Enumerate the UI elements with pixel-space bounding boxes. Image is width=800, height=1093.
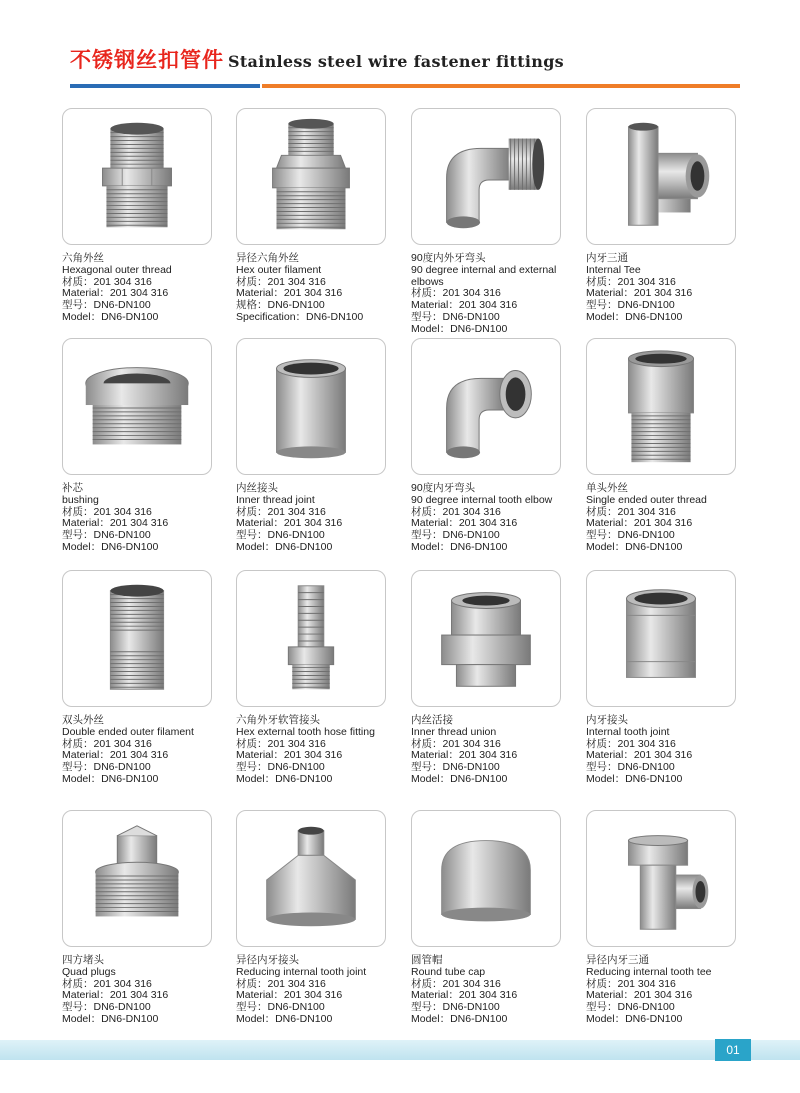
product-info (586, 253, 756, 324)
product-info-line: Model：DN6-DN100 (586, 772, 683, 785)
product-info-line: Material：201 304 316 (411, 517, 518, 530)
product-info-line: Model：DN6-DN100 (62, 772, 159, 785)
product-info-line: Model：DN6-DN100 (62, 310, 159, 323)
product-info-line: Material：201 304 316 (586, 287, 693, 300)
product-info-line: 型号：DN6-DN100 (586, 299, 675, 312)
product-info-line: 材质：201 304 316 (62, 275, 152, 288)
page-header (70, 40, 740, 92)
reducing-coupling-icon (237, 811, 385, 946)
product-info-line: 材质：201 304 316 (236, 275, 326, 288)
hex-nipple-icon (63, 109, 211, 244)
product-info-line: 型号：DN6-DN100 (586, 529, 675, 542)
product-info (62, 955, 232, 1026)
product-info-line: Material：201 304 316 (62, 287, 169, 300)
title-chinese: 不锈钢丝扣管件 (70, 48, 224, 72)
coupling-icon (587, 571, 735, 706)
product-info-line: Internal Tee (586, 263, 641, 276)
product-info-line: Model：DN6-DN100 (236, 1012, 333, 1025)
product-info-line: Material：201 304 316 (62, 989, 169, 1002)
product-info-line: 型号：DN6-DN100 (236, 1001, 325, 1014)
product-info-line: 型号：DN6-DN100 (411, 761, 500, 774)
product-info-line: Quad plugs (62, 965, 116, 978)
street-elbow-icon (412, 109, 560, 244)
product-info-line: Model：DN6-DN100 (411, 322, 508, 335)
product-info-line: 材质：201 304 316 (236, 737, 326, 750)
product-image-card (236, 338, 386, 475)
product-name-cn: 六角外丝 (62, 252, 104, 264)
product-name-cn: 六角外牙软管接头 (236, 714, 320, 726)
product-image-card (236, 108, 386, 245)
product-info-line: 型号：DN6-DN100 (411, 310, 500, 323)
product-info-line: Hex outer filament (236, 263, 322, 276)
product-image-card (586, 108, 736, 245)
product-name-cn: 异径六角外丝 (236, 252, 299, 264)
product-info-line: Model：DN6-DN100 (586, 540, 683, 553)
product-info-line: Material：201 304 316 (411, 299, 518, 312)
product-info-line: Material：201 304 316 (236, 749, 343, 762)
product-info-line: Model：DN6-DN100 (586, 310, 683, 323)
header-rule-orange (262, 84, 740, 88)
product-info-line: Single ended outer thread (586, 493, 707, 506)
product-info-line: Specification：DN6-DN100 (236, 310, 364, 323)
tee-icon (587, 109, 735, 244)
product-info-line: 型号：DN6-DN100 (62, 529, 151, 542)
product-name-cn: 异径内牙接头 (236, 954, 299, 966)
product-info-line: 材质：201 304 316 (411, 737, 501, 750)
product-info-line: Model：DN6-DN100 (586, 1012, 683, 1025)
product-info-line: Model：DN6-DN100 (411, 540, 508, 553)
product-info-line: Hex external tooth hose fitting (236, 725, 375, 738)
footer-band (0, 1040, 800, 1060)
product-image-card (236, 570, 386, 707)
product-info-line: Material：201 304 316 (62, 749, 169, 762)
square-plug-icon (63, 811, 211, 946)
reducing-hex-nipple-icon (237, 109, 385, 244)
product-info-line: 规格：DN6-DN100 (236, 299, 325, 312)
product-info-line: 材质：201 304 316 (411, 977, 501, 990)
product-info-line: 材质：201 304 316 (62, 505, 152, 518)
product-info-line: 型号：DN6-DN100 (236, 761, 325, 774)
socket-icon (237, 339, 385, 474)
product-info (236, 253, 406, 324)
product-info-line: 型号：DN6-DN100 (411, 1001, 500, 1014)
product-info-line: 型号：DN6-DN100 (62, 761, 151, 774)
hose-barb-icon (237, 571, 385, 706)
product-info (411, 715, 581, 786)
product-name-cn: 圆管帽 (411, 954, 443, 966)
product-info-line: 型号：DN6-DN100 (62, 1001, 151, 1014)
product-image-card (236, 810, 386, 947)
product-info-line: 材质：201 304 316 (586, 737, 676, 750)
title-english: Stainless steel wire fastener fittings (228, 52, 564, 71)
product-info-line: Inner thread joint (236, 493, 315, 506)
product-info-line: 材质：201 304 316 (586, 275, 676, 288)
product-name-cn: 90度内牙弯头 (411, 482, 476, 494)
product-info-line: Material：201 304 316 (62, 517, 169, 530)
product-info (411, 483, 581, 554)
bushing-icon (63, 339, 211, 474)
product-image-card (586, 338, 736, 475)
product-info-line: Model：DN6-DN100 (236, 772, 333, 785)
product-image-card (62, 108, 212, 245)
single-thread-nipple-icon (587, 339, 735, 474)
product-info-line: 90 degree internal tooth elbow (411, 493, 553, 506)
product-info-line: Material：201 304 316 (236, 517, 343, 530)
product-name-cn: 90度内外牙弯头 (411, 252, 486, 264)
product-image-card (411, 108, 561, 245)
round-cap-icon (412, 811, 560, 946)
page-number: 01 (715, 1039, 751, 1061)
product-info-line: Model：DN6-DN100 (62, 540, 159, 553)
product-info (411, 253, 581, 336)
product-info-line: 材质：201 304 316 (62, 737, 152, 750)
product-info-line: 型号：DN6-DN100 (586, 1001, 675, 1014)
product-name-cn: 内丝接头 (236, 482, 278, 494)
barrel-nipple-icon (63, 571, 211, 706)
product-info (62, 483, 232, 554)
product-info-line: 材质：201 304 316 (236, 505, 326, 518)
product-info-line: Inner thread union (411, 725, 497, 738)
product-image-card (62, 810, 212, 947)
product-name-cn: 四方堵头 (62, 954, 104, 966)
product-info-line: 型号：DN6-DN100 (411, 529, 500, 542)
product-name-cn: 单头外丝 (586, 482, 628, 494)
product-name-cn: 异径内牙三通 (586, 954, 649, 966)
elbow-icon (412, 339, 560, 474)
product-info-line: Material：201 304 316 (586, 749, 693, 762)
product-image-card (62, 570, 212, 707)
product-info (236, 483, 406, 554)
product-image-card (411, 338, 561, 475)
product-name-cn: 内丝活接 (411, 714, 453, 726)
product-info-line: Round tube cap (411, 965, 486, 978)
product-info-line: Material：201 304 316 (586, 989, 693, 1002)
product-info-line: Material：201 304 316 (411, 749, 518, 762)
product-info-line: 型号：DN6-DN100 (62, 299, 151, 312)
product-info-line: 90 degree internal and external (411, 263, 557, 276)
product-info-line: Model：DN6-DN100 (411, 772, 508, 785)
product-info-line: Model：DN6-DN100 (236, 540, 333, 553)
product-info-line: Internal tooth joint (586, 725, 670, 738)
product-name-cn: 内牙接头 (586, 714, 628, 726)
product-name-cn: 内牙三通 (586, 252, 628, 264)
product-info-line: 材质：201 304 316 (411, 505, 501, 518)
page-title (70, 44, 564, 74)
product-info-line: 型号：DN6-DN100 (236, 529, 325, 542)
product-image-card (586, 570, 736, 707)
product-info-line: Material：201 304 316 (236, 989, 343, 1002)
product-info-line: Material：201 304 316 (411, 989, 518, 1002)
product-name-cn: 双头外丝 (62, 714, 104, 726)
product-image-card (586, 810, 736, 947)
product-info (236, 715, 406, 786)
reducing-tee-icon (587, 811, 735, 946)
product-info-line: Reducing internal tooth tee (586, 965, 712, 978)
product-info-line: Hexagonal outer thread (62, 263, 172, 276)
product-info-line: 材质：201 304 316 (62, 977, 152, 990)
product-info-line: Reducing internal tooth joint (236, 965, 367, 978)
product-info-line: 材质：201 304 316 (586, 505, 676, 518)
product-info-line: 型号：DN6-DN100 (586, 761, 675, 774)
product-info (586, 483, 756, 554)
product-info (411, 955, 581, 1026)
product-image-card (411, 810, 561, 947)
product-info-line: elbows (411, 275, 444, 288)
product-info-line: 材质：201 304 316 (236, 977, 326, 990)
product-info-line: Model：DN6-DN100 (62, 1012, 159, 1025)
product-info (586, 715, 756, 786)
product-image-card (62, 338, 212, 475)
product-info-line: Material：201 304 316 (586, 517, 693, 530)
product-image-card (411, 570, 561, 707)
product-name-cn: 补芯 (62, 482, 83, 494)
product-info-line: Material：201 304 316 (236, 287, 343, 300)
product-info (62, 715, 232, 786)
product-info-line: Double ended outer filament (62, 725, 194, 738)
product-info-line: bushing (62, 493, 99, 506)
product-info (586, 955, 756, 1026)
union-icon (412, 571, 560, 706)
product-info (62, 253, 232, 324)
product-info-line: Model：DN6-DN100 (411, 1012, 508, 1025)
product-info (236, 955, 406, 1026)
header-rule-blue (70, 84, 260, 88)
product-info-line: 材质：201 304 316 (586, 977, 676, 990)
product-info-line: 材质：201 304 316 (411, 287, 501, 300)
